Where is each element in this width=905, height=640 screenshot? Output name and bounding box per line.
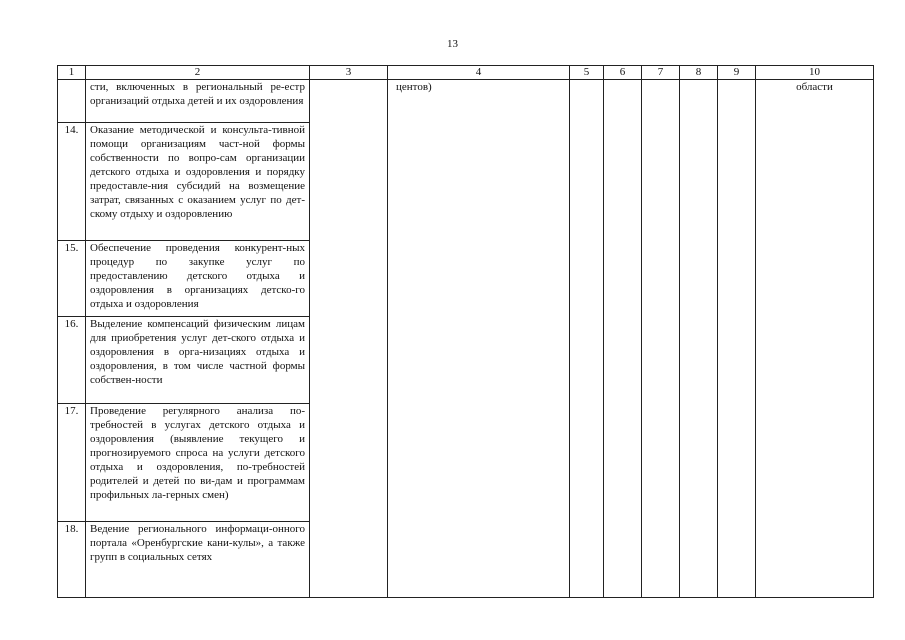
- column-8-cell: [680, 80, 718, 598]
- continuation-col10: области: [756, 80, 874, 598]
- column-9-cell: [718, 80, 756, 598]
- row-text: Обеспечение проведения конкурент-ных процедур по закупке услуг по предоставлению детского отдыха и оздоровления в организациях детско-го отдыха и оздоровления: [86, 241, 310, 317]
- col-header-8: 8: [680, 66, 718, 80]
- row-number-cell: [58, 80, 86, 123]
- column-5-cell: [570, 80, 604, 598]
- row-text: Ведение регионального информаци-онного портала «Оренбургские кани-кулы», а также групп в социальных сетях: [86, 522, 310, 598]
- col-header-9: 9: [718, 66, 756, 80]
- header-row: [58, 66, 874, 80]
- page-number: 13: [447, 38, 458, 50]
- row-number: 18.: [58, 522, 86, 598]
- row-text: Проведение регулярного анализа по-требностей в услугах детского отдыха и оздоровления (выявление текущего и прогнозируемого спроса на услуги детского отдыха и оздоровления, по-требностей родителей и детей по ви-дам и программам профильных ла-герных смен): [86, 404, 310, 522]
- col-header-1: 1: [58, 66, 86, 80]
- row-number: 17.: [58, 404, 86, 522]
- col-header-6: 6: [604, 66, 642, 80]
- row-number: 15.: [58, 241, 86, 317]
- col-header-3: 3: [310, 66, 388, 80]
- continuation-col4: центов): [388, 80, 570, 598]
- col-header-2: 2: [86, 66, 310, 80]
- column-6-cell: [604, 80, 642, 598]
- row-number: 14.: [58, 123, 86, 241]
- col-header-10: 10: [756, 66, 874, 80]
- column-3-cell: [310, 80, 388, 598]
- col-header-7: 7: [642, 66, 680, 80]
- column-7-cell: [642, 80, 680, 598]
- continuation-text: сти, включенных в региональный ре-естр организаций отдыха детей и их оздоровления: [86, 80, 310, 123]
- plan-table: [57, 65, 874, 598]
- col-header-4: 4: [388, 66, 570, 80]
- col-header-5: 5: [570, 66, 604, 80]
- row-text: Выделение компенсаций физическим лицам для приобретения услуг дет-ского отдыха и оздоровления в орга-низациях отдыха и оздоровления, в том числе частной формы собствен-ности: [86, 317, 310, 404]
- row-number: 16.: [58, 317, 86, 404]
- row-text: Оказание методической и консульта-тивной помощи организациям част-ной формы собственности по вопро-сам организации детского отдыха и оздоровления и порядку предоставле-ния субсидий на возмещение затрат, связанных с оказанием услуг по дет-скому отдыху и оздоровлению: [86, 123, 310, 241]
- table-row-continuation: [58, 80, 874, 123]
